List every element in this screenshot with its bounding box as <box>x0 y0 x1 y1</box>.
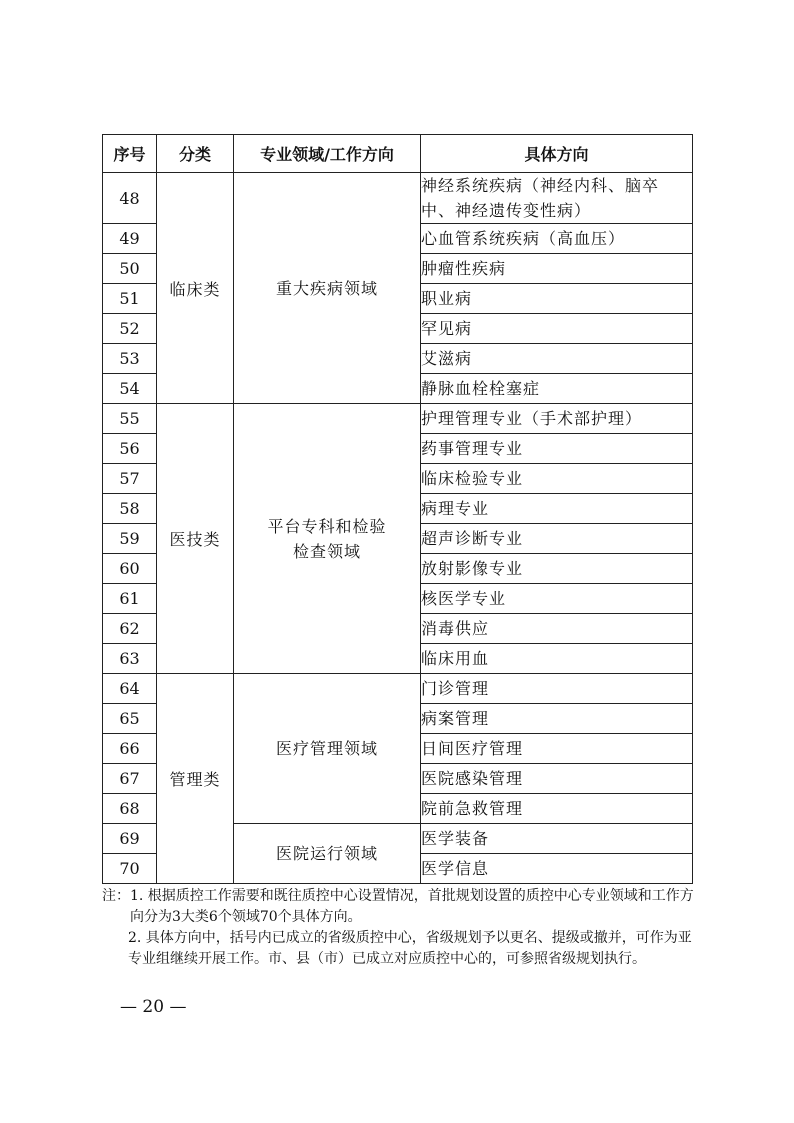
row-number: 52 <box>103 314 157 344</box>
row-number: 61 <box>103 584 157 614</box>
note-2 <box>102 928 694 970</box>
specific-cell: 神经系统疾病（神经内科、脑卒中、神经遗传变性病） <box>421 173 693 224</box>
row-number: 67 <box>103 764 157 794</box>
row-number: 51 <box>103 284 157 314</box>
specific-cell: 心血管系统疾病（高血压） <box>421 224 693 254</box>
specific-cell: 艾滋病 <box>421 344 693 374</box>
field-cell: 重大疾病领域 <box>234 173 421 404</box>
row-number: 70 <box>103 854 157 884</box>
row-number: 66 <box>103 734 157 764</box>
specific-cell: 临床用血 <box>421 644 693 674</box>
row-number: 55 <box>103 404 157 434</box>
row-number: 53 <box>103 344 157 374</box>
note-prefix: 注： <box>102 888 130 904</box>
row-number: 59 <box>103 524 157 554</box>
header-specific: 具体方向 <box>421 135 693 173</box>
row-number: 62 <box>103 614 157 644</box>
category-cell: 医技类 <box>157 404 234 674</box>
row-number: 69 <box>103 824 157 854</box>
category-cell: 临床类 <box>157 173 234 404</box>
field-cell <box>234 404 421 674</box>
row-number: 64 <box>103 674 157 704</box>
row-number: 48 <box>103 173 157 224</box>
table-row <box>103 173 693 224</box>
note-2-text: 2. 具体方向中，括号内已成立的省级质控中心，省级规划予以更名、提级或撤并，可作为亚专业组继续开展工作。市、县（市）已成立对应质控中心的，可参照省级规划执行。 <box>128 930 692 967</box>
note-1 <box>102 886 694 928</box>
field-cell: 医疗管理领域 <box>234 674 421 824</box>
specific-cell: 职业病 <box>421 284 693 314</box>
table-row <box>103 674 693 704</box>
header-category: 分类 <box>157 135 234 173</box>
table-row <box>103 404 693 434</box>
field-cell-text: 平台专科和检验检查领域 <box>267 516 387 561</box>
specific-cell: 护理管理专业（手术部护理） <box>421 404 693 434</box>
table-header-row <box>103 135 693 173</box>
specific-cell: 院前急救管理 <box>421 794 693 824</box>
specific-cell: 医院感染管理 <box>421 764 693 794</box>
specific-cell: 核医学专业 <box>421 584 693 614</box>
row-number: 57 <box>103 464 157 494</box>
specific-cell: 罕见病 <box>421 314 693 344</box>
note-1-text: 1. 根据质控工作需要和既往质控中心设置情况，首批规划设置的质控中心专业领域和工作方向分为3大类6个领域70个具体方向。 <box>130 888 694 925</box>
row-number: 54 <box>103 374 157 404</box>
specific-cell: 日间医疗管理 <box>421 734 693 764</box>
row-number: 49 <box>103 224 157 254</box>
table-notes <box>102 886 694 970</box>
quality-control-table <box>102 134 693 884</box>
specific-cell: 门诊管理 <box>421 674 693 704</box>
row-number: 60 <box>103 554 157 584</box>
specific-cell: 超声诊断专业 <box>421 524 693 554</box>
specific-cell: 医学装备 <box>421 824 693 854</box>
specific-cell: 医学信息 <box>421 854 693 884</box>
category-cell: 管理类 <box>157 674 234 884</box>
field-cell: 医院运行领域 <box>234 824 421 884</box>
row-number: 50 <box>103 254 157 284</box>
header-field: 专业领域/工作方向 <box>234 135 421 173</box>
specific-cell: 放射影像专业 <box>421 554 693 584</box>
row-number: 63 <box>103 644 157 674</box>
specific-cell: 药事管理专业 <box>421 434 693 464</box>
page-number: — 20 — <box>120 997 187 1017</box>
specific-cell: 静脉血栓栓塞症 <box>421 374 693 404</box>
row-number: 56 <box>103 434 157 464</box>
specific-cell: 肿瘤性疾病 <box>421 254 693 284</box>
row-number: 58 <box>103 494 157 524</box>
specific-cell: 病理专业 <box>421 494 693 524</box>
row-number: 65 <box>103 704 157 734</box>
specific-cell: 消毒供应 <box>421 614 693 644</box>
specific-cell: 临床检验专业 <box>421 464 693 494</box>
row-number: 68 <box>103 794 157 824</box>
header-serial: 序号 <box>103 135 157 173</box>
specific-cell: 病案管理 <box>421 704 693 734</box>
